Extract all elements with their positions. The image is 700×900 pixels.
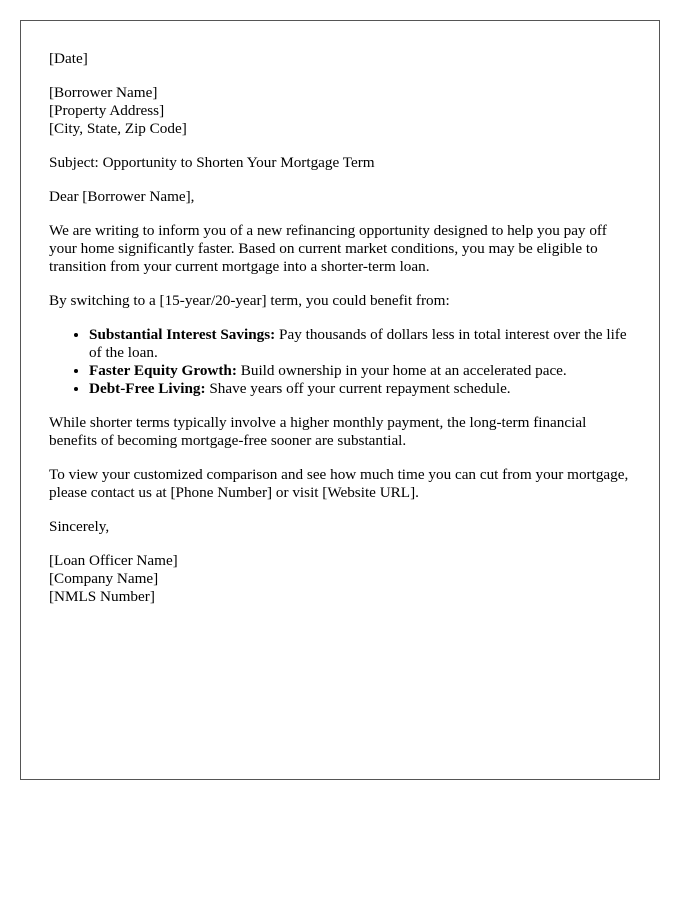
benefit-title: Debt-Free Living: — [89, 380, 206, 397]
letter-intro-paragraph: We are writing to inform you of a new refinancing opportunity designed to help you pay off your home significantly faster. Based on current market conditions, you may be eligible to transition from your current mortgage into a shorter-term loan. — [49, 222, 607, 275]
benefit-item-debt-free-living — [89, 380, 631, 398]
company-name: [Company Name] — [49, 570, 159, 587]
letter-closing: Sincerely, — [49, 518, 110, 535]
benefit-title: Faster Equity Growth: — [89, 362, 237, 379]
nmls-number: [NMLS Number] — [49, 588, 155, 605]
benefit-text: Pay thousands of dollars less in total interest over the life of the loan. — [89, 326, 627, 361]
payment-note-paragraph: While shorter terms typically involve a higher monthly payment, the long-term financial benefits of becoming mortgage-free sooner are substantial. — [49, 414, 587, 449]
recipient-name: [Borrower Name] — [49, 84, 158, 101]
benefit-text: Shave years off your current repayment schedule. — [205, 380, 511, 397]
letter-page — [20, 20, 660, 780]
signature-block — [49, 552, 631, 606]
benefits-intro: By switching to a [15-year/20-year] term, you could benefit from: — [49, 292, 450, 309]
benefits-list — [49, 326, 631, 398]
letter-date: [Date] — [49, 50, 88, 67]
recipient-city-state-zip: [City, State, Zip Code] — [49, 120, 187, 137]
recipient-property-address: [Property Address] — [49, 102, 165, 119]
benefit-item-equity-growth — [89, 362, 631, 380]
recipient-address-block — [49, 84, 631, 138]
contact-paragraph: To view your customized comparison and see how much time you can cut from your mortgage, please contact us at [Phone Number] or visit [Website URL]. — [49, 466, 629, 501]
benefit-text: Build ownership in your home at an accelerated pace. — [236, 362, 567, 379]
letter-salutation: Dear [Borrower Name], — [49, 188, 195, 205]
benefit-title: Substantial Interest Savings: — [89, 326, 276, 343]
letter-subject: Subject: Opportunity to Shorten Your Mortgage Term — [49, 154, 375, 171]
benefit-item-interest-savings — [89, 326, 631, 362]
loan-officer-name: [Loan Officer Name] — [49, 552, 178, 569]
